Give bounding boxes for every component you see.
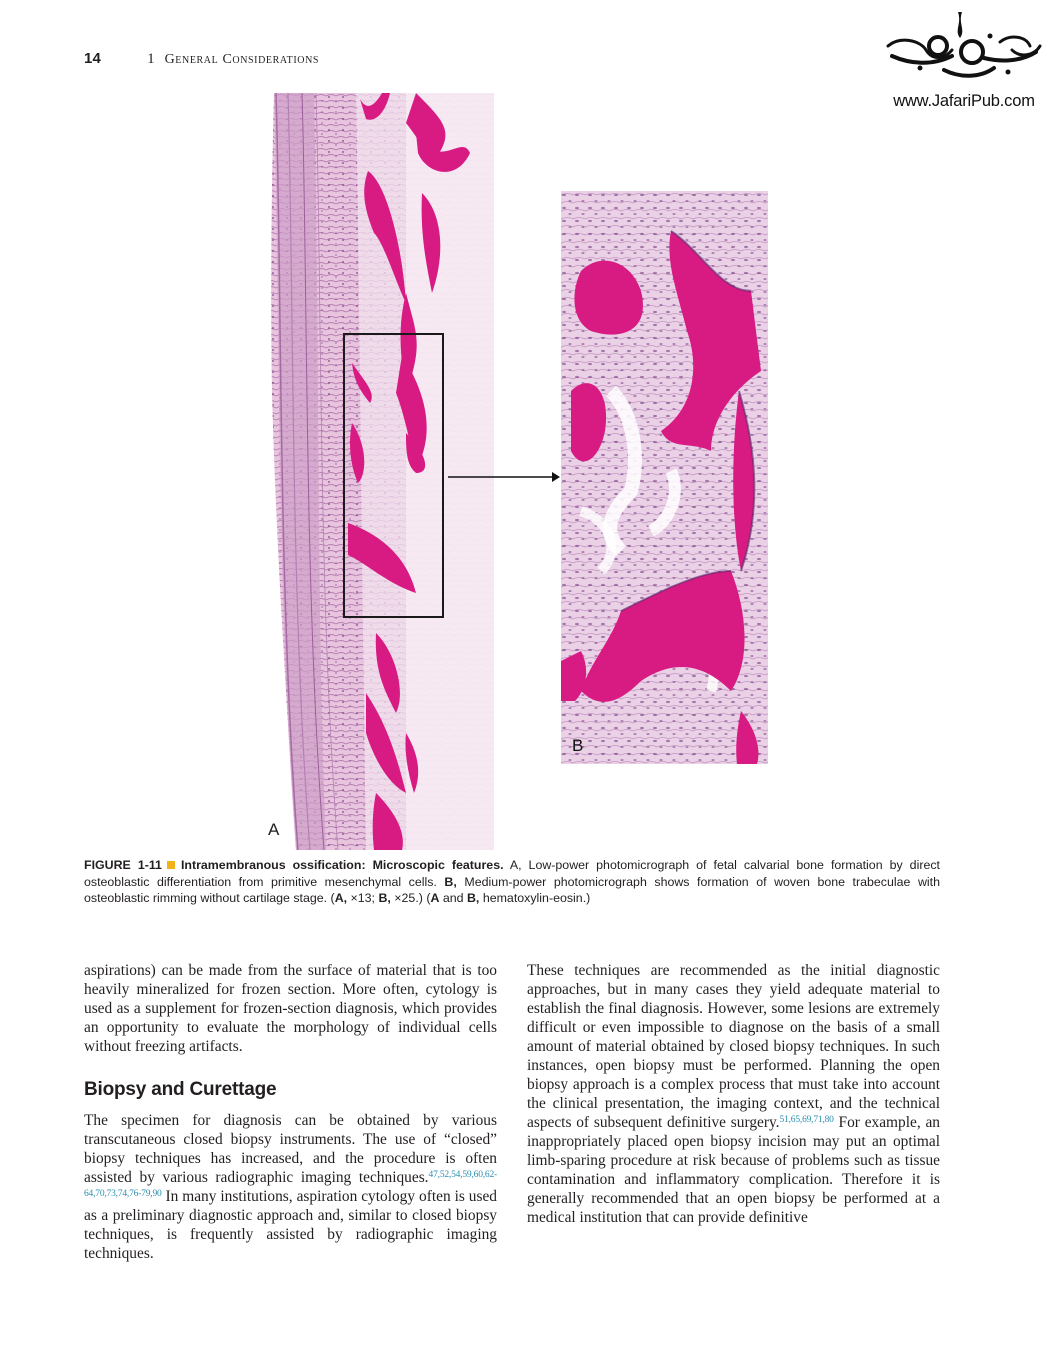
medium-power-micrograph-image <box>561 191 768 764</box>
body-column-left <box>84 961 497 1263</box>
caption-stain-text: hematoxylin-eosin.) <box>479 891 591 905</box>
paragraph-specimen-text-cont: In many institutions, aspiration cytology often is used as a preliminary diagnostic approach and, similar to closed biopsy techniques, is frequently assisted by radiographic imaging techniques. <box>84 1188 497 1262</box>
caption-text-a: A, Low-power photomicrograph of fetal calvarial bone formation by direct osteoblastic differentiation from primitive mesenchymal cells. <box>84 858 940 889</box>
paragraph-specimen-text: The specimen for diagnosis can be obtained by various transcutaneous closed biopsy instruments. The use of “closed” biopsy techniques has increased, and the procedure is often assisted by various radiographic imaging techniques. <box>84 1112 497 1186</box>
citation-refs[interactable]: 47,52,54,59,60,62-64,70,73,74,76-79,90 <box>84 1170 497 1199</box>
caption-bullet-icon <box>167 861 175 869</box>
zoom-region-box <box>343 333 444 618</box>
paragraph-techniques <box>527 961 940 1227</box>
caption-stain-and: and <box>439 891 467 905</box>
caption-mag-b-text: ×25.) ( <box>390 891 431 905</box>
caption-stain-b-label: B, <box>466 891 480 905</box>
caption-mag-b-label: B, <box>378 891 391 905</box>
paragraph-aspirations: aspirations) can be made from the surface of material that is too heavily mineralized for frozen section. More often, cytology is used as a supplement for frozen-section diagnosis, which provides an opportunity to evaluate the morphology of individual cells without freezing artifacts. <box>84 962 497 1055</box>
caption-stain-a-label: A <box>430 891 440 905</box>
page-number: 14 <box>84 50 102 67</box>
body-column-right <box>527 961 940 1227</box>
zoom-arrow-icon <box>448 470 560 484</box>
panel-a-label: A <box>268 820 280 839</box>
running-head <box>84 50 319 72</box>
citation-refs[interactable]: 51,65,69,71,80 <box>779 1115 834 1125</box>
caption-b-label: B, <box>444 874 457 889</box>
panel-b-label: B <box>572 736 584 755</box>
paragraph-techniques-text-cont: For example, an inappropriately placed open biopsy incision may put an optimal limb-sparing procedure at risk because of problems such as tissue contamination and inflammatory complication. Therefore it is generally recommended that an open biopsy be performed at a medical institution that can provide definitive <box>527 1114 940 1226</box>
calligraphy-logo-mark <box>880 6 1048 90</box>
section-heading-biopsy: Biopsy and Curettage <box>84 1079 277 1100</box>
figure-caption <box>84 857 940 907</box>
paragraph-specimen <box>84 1111 497 1263</box>
chapter-number: 1 <box>147 51 155 67</box>
publisher-logo <box>880 6 1048 116</box>
caption-text-b: Medium-power photomicrograph shows formation of woven bone trabeculae with osteoblastic rimming without cartilage stage. ( <box>84 874 940 905</box>
figure-label: FIGURE 1-11 <box>84 858 162 872</box>
figure-title: Intramembranous ossification: Microscopic features. <box>180 858 504 872</box>
caption-mag-a-text: ×13; <box>347 891 379 905</box>
publisher-url: www.JafariPub.com <box>893 92 1035 110</box>
paragraph-techniques-text: These techniques are recommended as the initial diagnostic approaches, but in many cases they yield adequate material to establish the final diagnosis. However, some lesions are extremely difficult or even impossible to diagnose on the basis of a small amount of material obtained by closed biopsy techniques. In such instances, open biopsy must be performed. Planning the open biopsy approach is a complex process that must take into account the clinical presentation, the imaging context, and the technical aspects of subsequent definitive surgery. <box>527 962 940 1131</box>
caption-mag-a-label: A, <box>334 891 348 905</box>
chapter-title: General Considerations <box>164 52 320 67</box>
figure-panel-b-micrograph <box>561 191 768 764</box>
